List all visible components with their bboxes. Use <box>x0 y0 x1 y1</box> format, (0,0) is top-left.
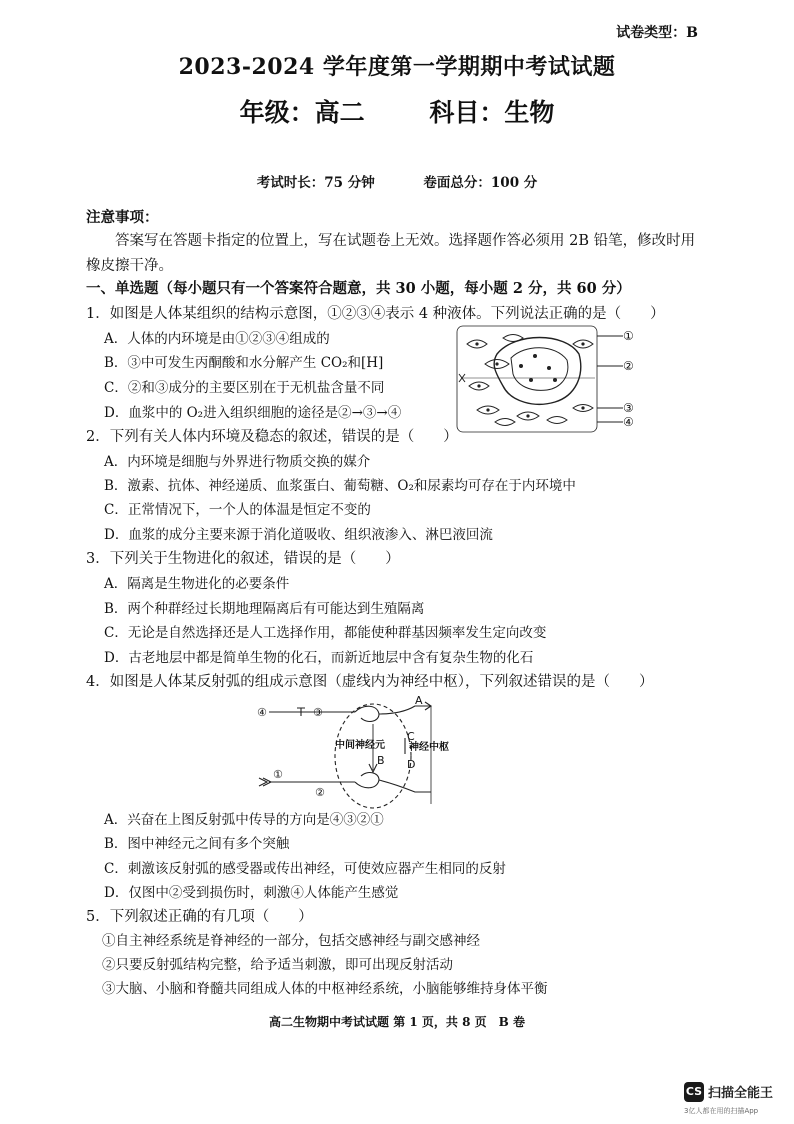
question-2-option-b: B．激素、抗体、神经递质、血浆蛋白、葡萄糖、O₂和尿素均可存在于内环境中 <box>104 478 576 494</box>
fig1-label-4: ④ <box>623 415 634 429</box>
fig2-label-b: B <box>377 754 385 767</box>
exam-info <box>0 171 794 191</box>
question-2-option-a: A．内环境是细胞与外界进行物质交换的媒介 <box>104 454 371 470</box>
question-5-stem: 5．下列叙述正确的有几项（ ） <box>86 909 313 925</box>
grade-subject-line <box>0 93 794 129</box>
exam-title: 2023-2024 学年度第一学期期中考试试题 <box>178 54 616 80</box>
question-2-option-d: D．血浆的成分主要来源于消化道吸收、组织液渗入、淋巴液回流 <box>104 527 493 543</box>
paper-type: 试卷类型：B <box>616 25 698 41</box>
question-3-option-a: A．隔离是生物进化的必要条件 <box>104 576 290 592</box>
fig1-label-2: ② <box>623 359 634 373</box>
fig1-label-1: ① <box>623 329 634 343</box>
question-1-option-b: B．③中可发生丙酮酸和水分解产生 CO₂和[H] <box>104 355 384 371</box>
camscanner-name: 扫描全能王 <box>708 1086 774 1101</box>
question-4-option-b: B．图中神经元之间有多个突触 <box>104 836 290 852</box>
camscanner-tagline: 3亿人都在用的扫描App <box>684 1107 759 1115</box>
fig2-label-d: D <box>407 758 416 771</box>
question-4-option-a: A．兴奋在上图反射弧中传导的方向是④③②① <box>104 812 384 828</box>
question-5-statement-1: ①自主神经系统是脊神经的一部分，包括交感神经与副交感神经 <box>102 933 480 949</box>
page-footer: 高二生物期中考试试题 第 1 页，共 8 页 B 卷 <box>269 1015 525 1029</box>
fig2-label-1: ① <box>273 768 283 781</box>
question-2-option-c: C．正常情况下，一个人的体温是恒定不变的 <box>104 502 371 518</box>
camscanner-logo: CS <box>684 1082 704 1102</box>
question-5-statement-2: ②只要反射弧结构完整，给予适当刺激，即可出现反射活动 <box>102 957 453 973</box>
notice-body: 答案写在答题卡指定的位置上，写在试题卷上无效。选择题作答必须用 2B 铅笔，修改时用橡皮擦干净。 <box>86 233 696 274</box>
subject-label: 科目：生物 <box>429 98 555 127</box>
question-4-stem: 4．如图是人体某反射弧的组成示意图（虚线内为神经中枢），下列叙述错误的是（ ） <box>86 674 654 690</box>
question-4-option-d: D．仅图中②受到损伤时，刺激④人体能产生感觉 <box>104 885 399 901</box>
question-3-stem: 3．下列关于生物进化的叙述，错误的是（ ） <box>86 551 400 567</box>
fig2-interneuron-label: 中间神经元 <box>335 740 385 751</box>
fig2-label-4: ④ <box>257 706 267 719</box>
section-title: 一、单选题（每小题只有一个答案符合题意，共 30 小题，每小题 2 分，共 60 分） <box>86 280 631 297</box>
question-1-stem: 1．如图是人体某组织的结构示意图，①②③④表示 4 种液体。下列说法正确的是（ ） <box>86 306 665 322</box>
fig2-label-2: ② <box>315 786 325 799</box>
question-1-option-a: A．人体的内环境是由①②③④组成的 <box>104 331 330 347</box>
question-4-option-c: C．刺激该反射弧的感受器或传出神经，可使效应器产生相同的反射 <box>104 861 506 877</box>
fig2-center-label: 神经中枢 <box>409 742 449 753</box>
tissue-diagram <box>455 324 635 436</box>
question-1-option-c: C．②和③成分的主要区别在于无机盐含量不同 <box>104 380 385 396</box>
question-3-option-b: B．两个种群经过长期地理隔离后有可能达到生殖隔离 <box>104 601 425 617</box>
fig1-label-3: ③ <box>623 401 634 415</box>
notice-heading: 注意事项： <box>86 209 159 226</box>
question-3-option-c: C．无论是自然选择还是人工选择作用，都能使种群基因频率发生定向改变 <box>104 625 547 641</box>
fig2-label-a: A <box>415 694 423 707</box>
fig2-label-3: ③ <box>313 706 323 719</box>
fig2-label-c: C <box>407 730 415 743</box>
question-1-option-d: D．血浆中的 O₂进入组织细胞的途径是②→③→④ <box>104 405 402 421</box>
grade-label: 年级：高二 <box>239 98 365 127</box>
exam-total-score: 卷面总分：100 分 <box>423 175 538 191</box>
exam-duration: 考试时长：75 分钟 <box>256 175 375 191</box>
question-2-stem: 2．下列有关人体内环境及稳态的叙述，错误的是（ ） <box>86 429 458 445</box>
question-5-statement-3: ③大脑、小脑和脊髓共同组成人体的中枢神经系统，小脑能够维持身体平衡 <box>102 981 548 997</box>
reflex-arc-diagram <box>255 694 455 812</box>
question-3-option-d: D．古老地层中都是简单生物的化石，而新近地层中含有复杂生物的化石 <box>104 650 534 666</box>
